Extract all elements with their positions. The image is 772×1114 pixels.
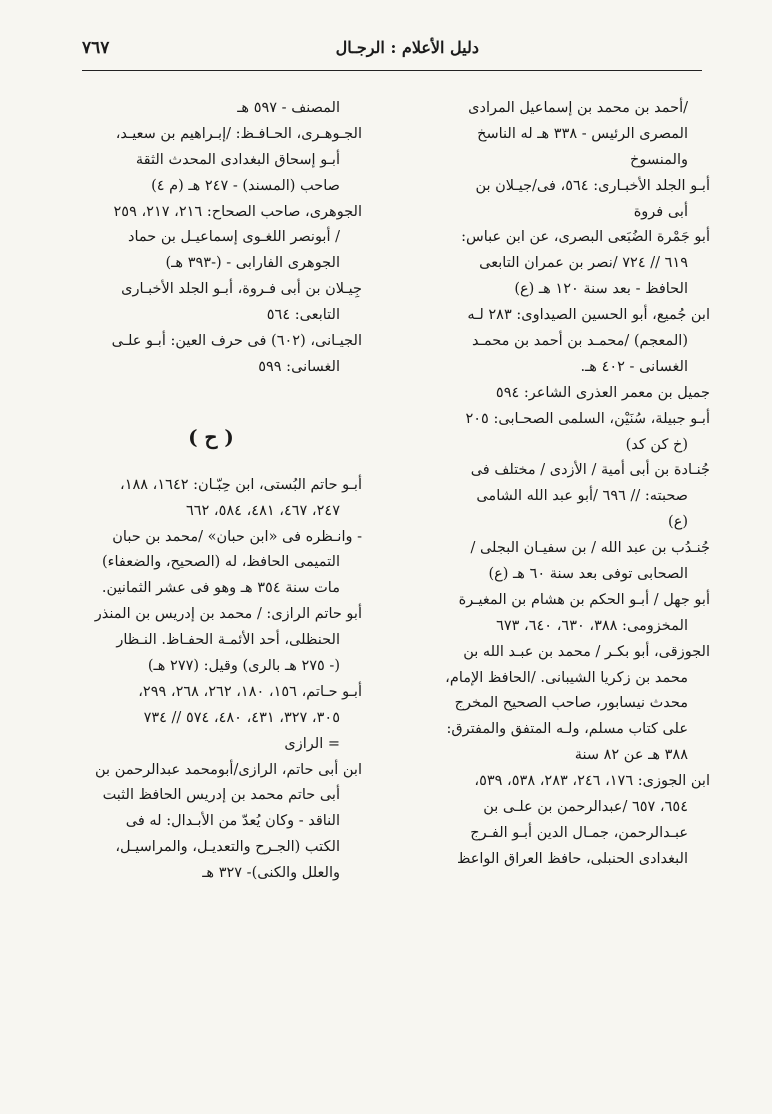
text-line: جِيـلان بن أبى فـروة، أبـو الجلد الأخبـارى [121,281,362,298]
text-line: جُنـادة بن أبى أمية / الأزدى / مختلف فى [470,462,710,479]
text-line: الناقد - وكان يُعدّ من الأبـدال: له فى [125,813,340,830]
text-line: صاحب (المسند) - ٢٤٧ هـ (م ٤) [151,177,340,194]
text-line: والمنسوخ [630,151,688,168]
text-line: ٦٥٤، ٦٥٧ /عبدالرحمن بن علـى بن [483,799,688,816]
right-column [414,96,710,873]
text-line: أبو حاتم الرازى: / محمد بن إدريس بن المنذر [94,606,362,623]
text-line: صحبته: // ٦٩٦ /أبو عبد الله الشامى [476,488,688,505]
text-line: - وانـظره فى «ابن حبان» /محمد بن حبان [112,528,362,545]
text-line: ٣٠٥، ٣٢٧، ٤٣١، ٤٨٠، ٥٧٤ // ٧٣٤ [143,709,340,726]
text-line: الجـوهـرى، الحـافـظ: /إبـراهيم بن سعيـد، [115,125,362,142]
text-line: عبـدالرحمن، جمـال الدين أبـو الفـرج [470,824,688,841]
running-title: دليل الأعلام : الرجـال [335,38,479,57]
text-line: محمد بن زكريا الشيبانى. /الحافظ الإمام، [445,669,688,686]
text-line: التميمى الحافظ، له (الصحيح، والضعفاء) [102,554,340,571]
text-line: جميل بن معمر العذرى الشاعر: ٥٩٤ [495,384,710,401]
text-line: أبـو الجلد الأخبـارى: ٥٦٤، فى/جيـلان بن [475,177,710,194]
text-line: الكتب (الجـرح والتعديـل، والمراسيـل، [115,839,340,856]
text-line: أبـو إسحاق البغدادى المحدث الثقة [135,151,340,168]
text-line: = الرازى [284,735,340,752]
text-line: (ع) [668,514,688,531]
text-line: أبـو حـاتم، ١٥٦، ١٨٠، ٢٦٢، ٢٦٨، ٢٩٩، [138,683,362,700]
text-line: أبى حاتم محمد بن إدريس الحافظ الثبت [102,787,340,804]
text-line: المصرى الرئيس - ٣٣٨ هـ له الناسخ [477,125,688,142]
text-line: / أبونصر اللغـوى إسماعيـل بن حماد [128,229,340,246]
text-line: الغسانى: ٥٩٩ [258,358,340,375]
text-line: أبى فروة [633,203,688,220]
text-line: محدث نيسابور، صاحب الصحيح المخرج [454,695,688,712]
text-line: ابن الجوزى: ١٧٦، ٢٤٦، ٢٨٣، ٥٣٨، ٥٣٩، [474,773,710,790]
text-line: أبو جهل / أبـو الحكم بن هشام بن المغيـرة [458,591,710,608]
text-line: جُنـدُب بن عبد الله / بن سفيـان البجلى / [470,540,710,557]
text-line: أبـو جبيلة، سُنَيْن، السلمى الصحـابى: ٢٠٥ [465,410,710,427]
section-heading-ha: ( ح ) [188,424,234,449]
text-line: المصنف - ٥٩٧ هـ [237,100,340,116]
text-line: الجوهرى الفارابى - (-٣٩٣ هـ) [165,255,340,272]
text-line: أبو جَمْرة الضُبَعى البصرى، عن ابن عباس: [461,229,710,246]
text-line: والعلل والكنى)- ٣٢٧ هـ [202,865,340,882]
text-line: ابن جُميع، أبو الحسين الصيداوى: ٢٨٣ لـه [467,307,710,324]
text-line: على كتاب مسلم، ولـه المتفق والمفترق: [446,721,688,738]
text-line: الجوزقى، أبو بكـر / محمد بن عبـد الله بن [463,643,710,660]
text-line: /أحمد بن محمد بن إسماعيل المرادى [468,100,688,116]
text-line: البغدادى الحنبلى، حافظ العراق الواعظ [456,850,688,867]
left-column [60,96,362,887]
text-line: ابن أبى حاتم، الرازى/أبومحمد عبدالرحمن بن [95,761,362,778]
text-line: (- ٢٧٥ هـ بالرى) وقيل: (٢٧٧ هـ) [147,658,340,675]
header-rule [82,70,702,71]
text-line: أبـو حاتم البُستى، ابن حِبّـان: ١٦٤٢، ١٨٨، [120,476,362,493]
text-line: الغسانى - ٤٠٢ هـ. [580,358,688,375]
text-line: التابعى: ٥٦٤ [266,307,340,324]
text-line: (خ كن كد) [625,436,688,453]
page-header [82,34,694,64]
text-line: الجيـانى، (٦٠٢) فى حرف العين: أبـو علـى [111,333,362,350]
page-number: ٧٦٧ [82,38,110,58]
text-line: الجوهرى، صاحب الصحاح: ٢١٦، ٢١٧، ٢٥٩ [113,203,362,220]
text-line: مات سنة ٣٥٤ هـ وهو فى عشر الثمانين. [101,580,340,597]
text-line: الحنظلى، أحد الأئمـة الحفـاظ. النـظار [116,632,340,649]
text-line: الحافظ - بعد سنة ١٢٠ هـ (ع) [514,281,688,298]
left-column-top [60,96,362,381]
text-line: ٦١٩ // ٧٢٤ /نصر بن عمران التابعى [479,255,688,272]
text-line: ٢٤٧، ٤٦٧، ٤٨١، ٥٨٤، ٦٦٢ [185,502,340,519]
text-line: ٣٨٨ هـ عن ٨٢ سنة [574,747,688,764]
left-column-bottom [60,473,362,887]
text-line: المخزومى: ٣٨٨، ٦٣٠، ٦٤٠، ٦٧٣ [496,617,688,634]
text-line: (المعجم) /محمـد بن أحمد بن محمـد [472,333,688,350]
text-line: الصحابى توفى بعد سنة ٦٠ هـ (ع) [488,566,688,583]
